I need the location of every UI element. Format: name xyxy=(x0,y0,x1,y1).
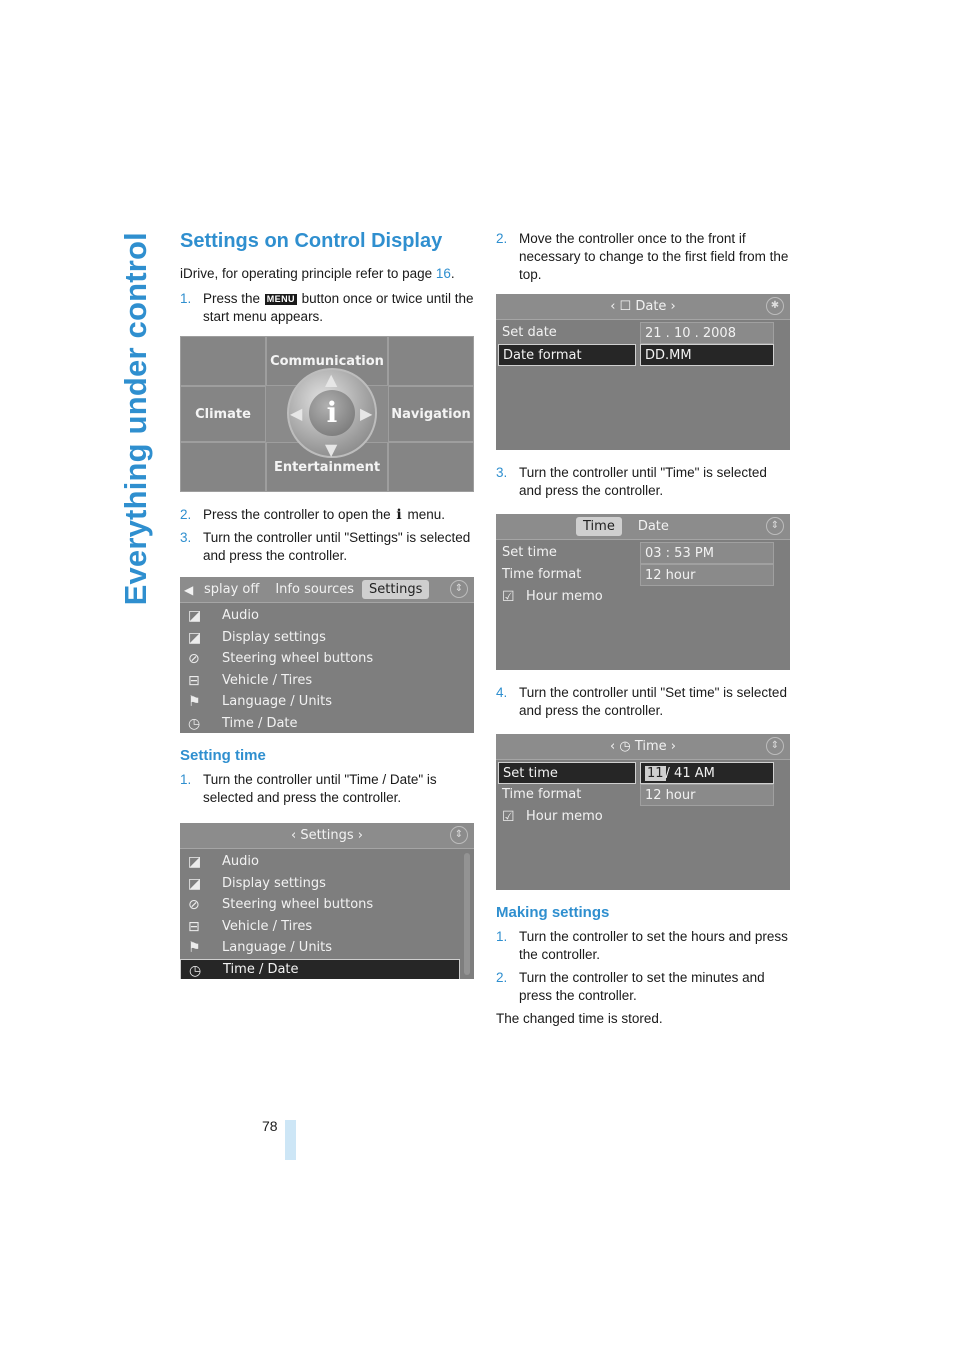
info-menu-icon[interactable]: i xyxy=(309,390,355,436)
scrollbar[interactable] xyxy=(464,853,470,975)
settings-menu-list xyxy=(180,605,460,733)
step-2-move-front: 2. Move the controller once to the front if necessary to change to the first field from the top. xyxy=(496,231,789,282)
settings-tabbar xyxy=(180,577,474,603)
page-reference-link[interactable]: 16 xyxy=(435,266,451,281)
steering-wheel-icon: ⊘ xyxy=(188,897,200,913)
arrow-right-icon: ▶ xyxy=(360,404,373,423)
row-set-time-selected[interactable]: Set time 11 / 41 AM xyxy=(498,762,774,784)
settings-gear-icon: ✱ xyxy=(766,297,784,315)
page-number: 78 xyxy=(262,1118,278,1134)
arrow-left-icon: ◀ xyxy=(290,404,303,423)
step-3-select-time: 3. Turn the controller until "Time" is selected and press the controller. xyxy=(496,465,767,498)
left-column xyxy=(180,230,476,993)
set-time-screenshot xyxy=(496,734,790,890)
setting-time-step-1: 1. Turn the controller until "Time / Date" is selected and press the controller. xyxy=(180,772,437,805)
clock-icon: ◷ xyxy=(189,962,202,979)
tab-info-sources[interactable]: Info sources xyxy=(275,582,355,597)
info-icon: i xyxy=(396,507,402,523)
row-time-format[interactable]: Time format 12 hour xyxy=(498,564,774,586)
menu-item-time-date[interactable]: ◷ Time / Date xyxy=(188,715,298,732)
menu-item-vehicle-tires[interactable]: ⊟ Vehicle / Tires xyxy=(188,672,313,689)
menu-item-display-settings[interactable]: ◪ Display settings xyxy=(188,875,326,892)
setting-time-heading: Setting time xyxy=(180,747,266,764)
intro-paragraph: iDrive, for operating principle refer to page 16. xyxy=(180,266,455,281)
closing-paragraph: The changed time is stored. xyxy=(496,1011,663,1026)
chapter-side-title: Everything under control xyxy=(118,232,153,606)
date-format-value[interactable]: DD.MM xyxy=(640,344,774,366)
up-down-icon: ⇕ xyxy=(766,737,784,755)
making-settings-heading: Making settings xyxy=(496,904,610,921)
row-time-format[interactable]: Time format 12 hour xyxy=(498,784,774,806)
menu-communication[interactable]: Communication xyxy=(266,336,388,386)
section-title: Settings on Control Display xyxy=(180,230,443,252)
step-4-select-set-time: 4. Turn the controller until "Set time" is selected and press the controller. xyxy=(496,685,787,718)
menu-item-display-settings[interactable]: ◪ Display settings xyxy=(188,629,326,646)
right-column xyxy=(496,230,792,1028)
settings-header-bar: ‹ Settings › ⇕ xyxy=(180,823,474,849)
menu-item-time-date-selected[interactable]: ◷ Time / Date xyxy=(180,959,460,980)
hour-field[interactable]: 11 xyxy=(647,766,664,781)
audio-icon: ◪ xyxy=(188,608,202,624)
display-icon: ◪ xyxy=(188,875,202,892)
arrow-up-icon: ▲ xyxy=(325,370,338,389)
menu-item-vehicle-tires[interactable]: ⊟ Vehicle / Tires xyxy=(188,918,313,935)
start-menu-screenshot xyxy=(180,336,474,492)
arrow-down-icon: ▼ xyxy=(325,440,338,459)
settings-menu-screenshot xyxy=(180,577,474,733)
menu-button-icon: MENU xyxy=(266,294,295,304)
language-icon: ⚑ xyxy=(188,694,201,710)
up-down-icon: ⇕ xyxy=(450,826,468,844)
settings-list-screenshot xyxy=(180,823,474,979)
tab-date[interactable]: Date xyxy=(637,519,669,534)
menu-item-steering-wheel[interactable]: ⊘ Steering wheel buttons xyxy=(188,651,374,667)
step-3-select-settings: 3. Turn the controller until "Settings" is selected and press the controller. xyxy=(180,530,471,563)
making-settings-step-2: 2. Turn the controller to set the minutes and press the controller. xyxy=(496,970,765,1003)
time-format-value[interactable]: 12 hour xyxy=(640,784,774,806)
tab-settings[interactable]: Settings xyxy=(362,580,429,599)
steering-wheel-icon: ⊘ xyxy=(188,651,200,667)
menu-item-language-units[interactable]: ⚑ Language / Units xyxy=(188,940,333,956)
time-format-value[interactable]: 12 hour xyxy=(640,564,774,586)
making-settings-step-1: 1. Turn the controller to set the hours and press the controller. xyxy=(496,929,788,962)
audio-icon: ◪ xyxy=(188,854,202,870)
menu-item-audio[interactable]: ◪ Audio xyxy=(188,854,259,870)
tab-time[interactable]: Time xyxy=(576,517,622,536)
menu-climate[interactable]: Climate xyxy=(180,386,266,442)
up-down-icon: ⇕ xyxy=(450,580,468,598)
row-date-format-selected[interactable]: Date format DD.MM xyxy=(498,344,774,366)
time-header-bar: ‹ ◷ Time › ⇕ xyxy=(496,734,790,760)
check-icon: ☑ xyxy=(502,809,515,825)
page-tab-marker xyxy=(285,1120,296,1160)
menu-item-steering-wheel[interactable]: ⊘ Steering wheel buttons xyxy=(188,897,374,913)
vehicle-icon: ⊟ xyxy=(188,672,200,689)
date-screenshot xyxy=(496,294,790,450)
row-set-time[interactable]: Set time 03 : 53 PM xyxy=(498,542,774,564)
time-header-title: Time xyxy=(634,739,667,754)
hour-memo-item[interactable]: ☑ Hour memo xyxy=(502,589,603,605)
display-icon: ◪ xyxy=(188,629,202,646)
language-icon: ⚑ xyxy=(188,940,201,956)
row-set-date[interactable]: Set date 21 . 10 . 2008 xyxy=(498,322,774,344)
tab-display-off[interactable]: splay off xyxy=(204,582,260,597)
menu-navigation[interactable]: Navigation xyxy=(388,386,474,442)
time-date-tabbar xyxy=(496,514,790,540)
arrow-left-icon: ◀ xyxy=(184,582,194,597)
set-date-value[interactable]: 21 . 10 . 2008 xyxy=(640,322,774,344)
check-icon: ☑ xyxy=(502,589,515,605)
menu-entertainment[interactable]: Entertainment xyxy=(266,442,388,492)
clock-icon: ◷ xyxy=(188,715,201,732)
step-1-press-menu: 1. Press the MENU button once or twice until the start menu appears. xyxy=(180,291,474,324)
settings-list xyxy=(180,851,460,979)
date-header-title: Date xyxy=(635,299,667,314)
hour-memo-item[interactable]: ☑ Hour memo xyxy=(502,809,603,825)
time-tab-screenshot xyxy=(496,514,790,670)
vehicle-icon: ⊟ xyxy=(188,918,200,935)
menu-item-language-units[interactable]: ⚑ Language / Units xyxy=(188,694,333,710)
set-time-edit-value[interactable]: 11 / 41 AM xyxy=(640,762,774,784)
settings-header-title: Settings xyxy=(300,828,354,843)
menu-item-audio[interactable]: ◪ Audio xyxy=(188,608,259,624)
date-header-bar: ‹ ☐ Date › ✱ xyxy=(496,294,790,320)
step-2-open-info: 2. Press the controller to open the i menu. xyxy=(180,507,445,523)
set-time-value[interactable]: 03 : 53 PM xyxy=(640,542,774,564)
up-down-icon: ⇕ xyxy=(766,517,784,535)
